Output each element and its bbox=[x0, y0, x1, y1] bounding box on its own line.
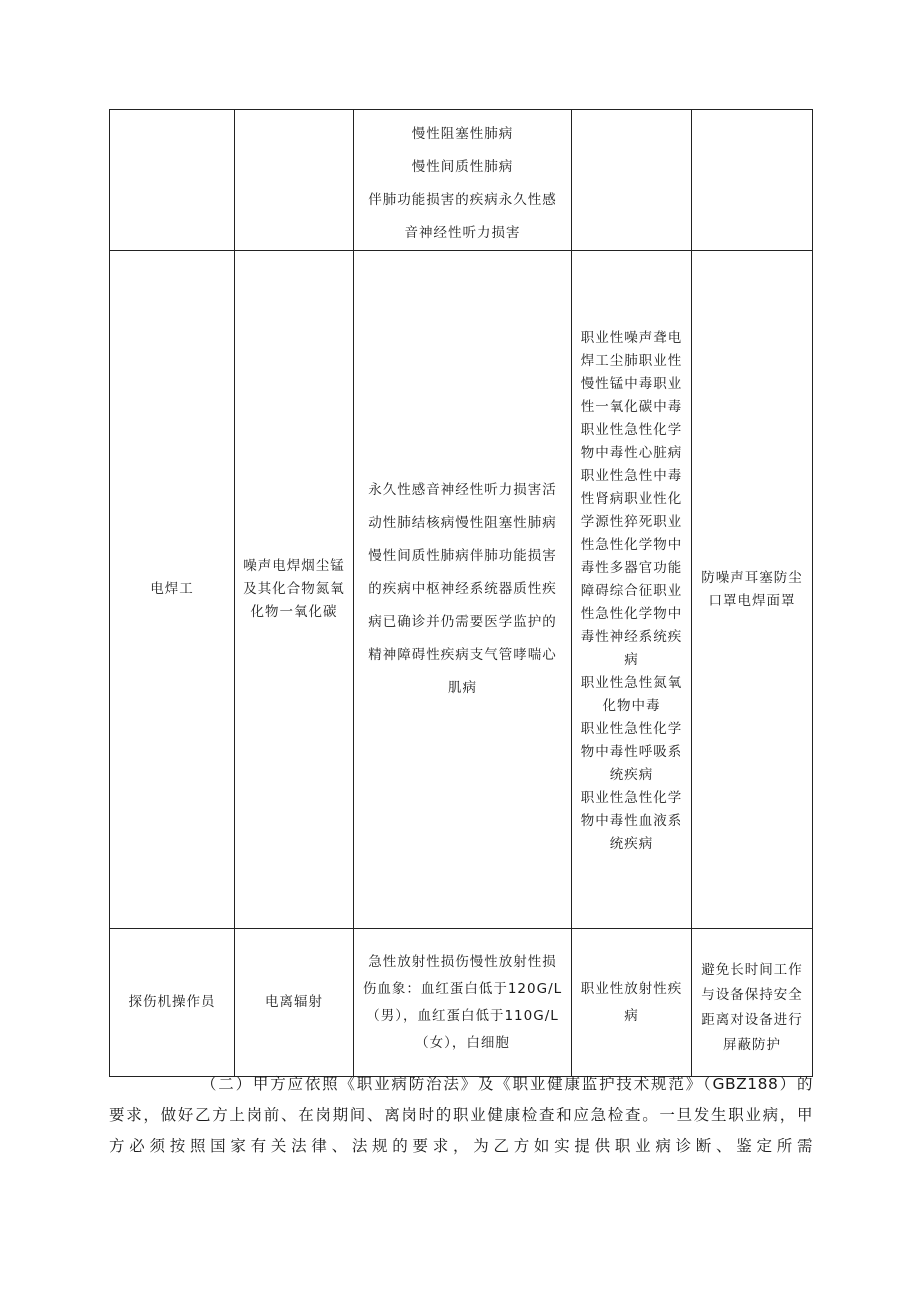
contraindication-line: （女），白细胞 bbox=[415, 1034, 510, 1051]
disease-line: 职业性急性氮氧 bbox=[580, 675, 683, 691]
protection-cell bbox=[692, 929, 813, 1077]
disease-line: 统疾病 bbox=[609, 767, 654, 783]
job-cell bbox=[110, 251, 235, 929]
protection-line: 距离对设备进行 bbox=[701, 1011, 803, 1028]
contraindication-line: 病已确诊并仍需要医学监护的 bbox=[368, 614, 557, 630]
disease-cell bbox=[572, 110, 692, 251]
protection-line: 屏蔽防护 bbox=[723, 1036, 781, 1053]
paragraph-line: 要求，做好乙方上岗前、在岗期间、离岗时的职业健康检查和应急检查。一旦发生职业病，甲 bbox=[109, 1106, 813, 1124]
hazard-line: 电离辐射 bbox=[265, 994, 323, 1010]
hazard-cell bbox=[235, 929, 354, 1077]
disease-line: 焊工尘肺职业性 bbox=[580, 353, 683, 369]
clause-paragraph bbox=[109, 1069, 813, 1162]
protection-line: 避免长时间工作 bbox=[701, 961, 803, 978]
disease-line: 职业性急性化学 bbox=[580, 721, 683, 737]
hazard-line: 噪声电焊烟尘锰 bbox=[243, 558, 345, 574]
disease-line: 性急性化学物中 bbox=[580, 606, 683, 622]
protection-line: 口罩电焊面罩 bbox=[708, 592, 796, 609]
disease-line: 病 bbox=[624, 1007, 639, 1024]
disease-line: 职业性急性化学 bbox=[580, 422, 683, 438]
disease-line: 性一氧化碳中毒 bbox=[580, 399, 683, 415]
occupational-hazard-table bbox=[109, 109, 813, 1077]
hazard-line: 化物一氧化碳 bbox=[250, 604, 338, 620]
contraindication-line: 伴肺功能损害的疾病永久性感 bbox=[368, 192, 557, 208]
job-cell bbox=[110, 929, 235, 1077]
disease-line: 职业性急性中毒 bbox=[580, 468, 683, 484]
job-name: 电焊工 bbox=[150, 581, 194, 597]
contraindication-line: 伤血象：血红蛋白低于120G/L bbox=[362, 980, 563, 997]
protection-line: 与设备保持安全 bbox=[701, 986, 803, 1003]
disease-line: 统疾病 bbox=[609, 836, 654, 852]
table-row bbox=[110, 251, 813, 929]
hazard-cell bbox=[235, 251, 354, 929]
disease-line: 物中毒性血液系 bbox=[580, 813, 683, 829]
contraindication-line: 动性肺结核病慢性阻塞性肺病 bbox=[368, 515, 557, 531]
table-row bbox=[110, 929, 813, 1077]
disease-line: 化物中毒 bbox=[602, 698, 661, 714]
disease-line: 毒性神经系统疾 bbox=[580, 629, 683, 645]
contraindication-cell bbox=[354, 251, 572, 929]
disease-line: 学源性猝死职业 bbox=[580, 514, 683, 530]
paragraph-line: 方必须按照国家有关法律、法规的要求，为乙方如实提供职业病诊断、鉴定所需 bbox=[109, 1137, 813, 1155]
disease-line: 慢性锰中毒职业 bbox=[580, 376, 683, 392]
disease-cell bbox=[572, 251, 692, 929]
disease-cell bbox=[572, 929, 692, 1077]
job-name: 探伤机操作员 bbox=[128, 994, 216, 1010]
disease-line: 职业性噪声聋电 bbox=[580, 330, 683, 346]
contraindication-line: 永久性感音神经性听力损害活 bbox=[368, 482, 557, 498]
contraindication-line: 慢性间质性肺病伴肺功能损害 bbox=[368, 548, 557, 564]
disease-line: 性急性化学物中 bbox=[580, 537, 683, 553]
disease-line: 病 bbox=[624, 652, 639, 668]
contraindication-line: 音神经性听力损害 bbox=[404, 225, 521, 241]
protection-cell bbox=[692, 110, 813, 251]
paragraph-line: （二）甲方应依照《职业病防治法》及《职业健康监护技术规范》（GBZ188）的 bbox=[201, 1075, 813, 1093]
contraindication-line: 的疾病中枢神经系统器质性疾 bbox=[368, 581, 557, 597]
protection-cell bbox=[692, 251, 813, 929]
contraindication-line: 精神障碍性疾病支气管哮喘心 bbox=[368, 647, 557, 663]
protection-line: 防噪声耳塞防尘 bbox=[701, 569, 803, 586]
contraindication-line: （男），血红蛋白低于110G/L bbox=[366, 1007, 559, 1024]
contraindication-line: 慢性间质性肺病 bbox=[411, 159, 514, 175]
disease-line: 性肾病职业性化 bbox=[580, 491, 683, 507]
disease-line: 职业性急性化学 bbox=[580, 790, 683, 806]
contraindication-line: 肌病 bbox=[448, 680, 477, 696]
contraindication-cell bbox=[354, 929, 572, 1077]
disease-line: 物中毒性呼吸系 bbox=[580, 744, 683, 760]
hazard-line: 及其化合物氮氧 bbox=[243, 581, 345, 597]
contraindication-cell bbox=[354, 110, 572, 251]
contraindication-line: 慢性阻塞性肺病 bbox=[411, 126, 514, 142]
table-row bbox=[110, 110, 813, 251]
job-cell bbox=[110, 110, 235, 251]
disease-line: 物中毒性心脏病 bbox=[580, 445, 683, 461]
disease-line: 职业性放射性疾 bbox=[580, 980, 683, 997]
contraindication-line: 急性放射性损伤慢性放射性损 bbox=[368, 953, 557, 970]
disease-line: 毒性多器官功能 bbox=[580, 560, 683, 576]
hazard-cell bbox=[235, 110, 354, 251]
disease-line: 障碍综合征职业 bbox=[580, 583, 683, 599]
